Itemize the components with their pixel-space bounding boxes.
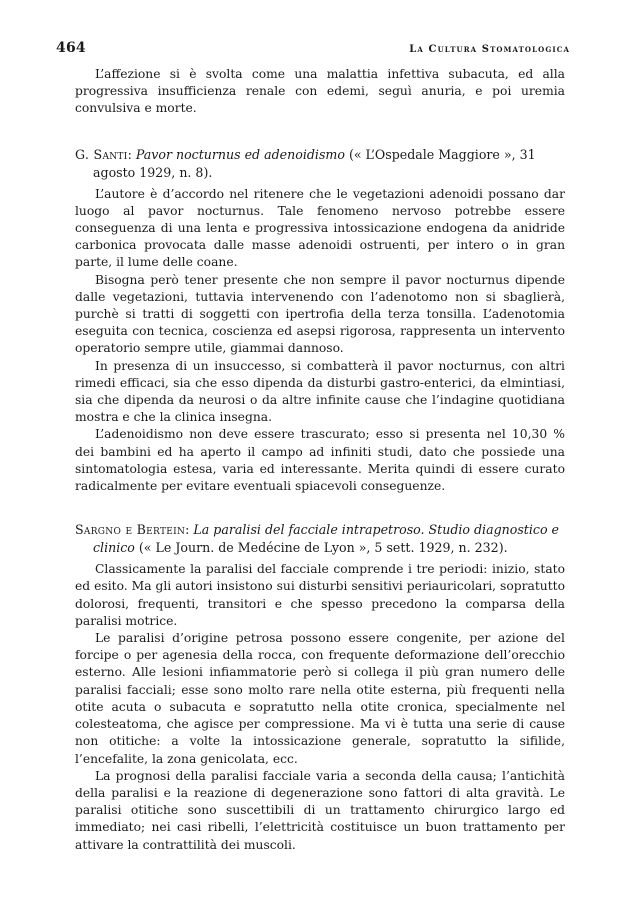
review-separator: : xyxy=(185,522,194,538)
review-paragraph: Le paralisi d’origine petrosa possono essere congenite, per azione del forcipe o per agenesia della rocca, con frequente deformazione dell’orecchio esterno. Alle lesioni infiammatorie però si collega il più gran numero delle paralisi facciali; esse sono molto rare nella otite esterna, più frequenti nella otite acuta o subacuta e sopratutto nella otite cronica, specialmente nel colesteatoma, che agisce per compressione. Ma vi è tutta una serie di cause non otitiche: a volte la intossicazione generale, sopratutto la sifilide, l’encefalite, la zona genicolata, ecc. xyxy=(75,631,565,766)
running-head: La Cultura Stomatologica xyxy=(409,44,570,55)
review-paragraph: La prognosi della paralisi facciale varia a seconda della causa; l’antichità della paralisi e la reazione di degenerazione sono fattori di alta gravità. Le paralisi otitiche sono suscettibili di un trattamento chirurgico largo ed immediato; nei casi ribelli, l’elettricità costituisce un buon trattamento per attivare la contrattilità dei muscoli. xyxy=(75,768,565,852)
review-heading xyxy=(75,146,565,182)
review-title: Pavor nocturnus ed adenoidismo xyxy=(135,146,345,162)
review-title: La paralisi del facciale intrapetroso. Studio diagnostico e clinico xyxy=(93,522,559,556)
review-paragraph: Classicamente la paralisi del facciale comprende i tre periodi: inizio, stato ed esito. Ma gli autori insistono sui disturbi sensitivi periauricolari, sopratutto dolorosi, frequenti, transitori e che spesso precedono la comparsa della paralisi motrice. xyxy=(75,562,565,628)
review-heading xyxy=(75,521,565,557)
page-header xyxy=(56,40,572,56)
review-paragraph: L’autore è d’accordo nel ritenere che le vegetazioni adenoidi possano dar luogo al pavor nocturnus. Tale fenomeno nervoso potrebbe essere conseguenza di una lenta e progressiva intossicazione endogena da anidride carbonica provocata dalle masse adenoidi ostruenti, per intero o in gran parte, il lume delle coane. xyxy=(75,186,565,270)
review-santi xyxy=(75,146,565,496)
review-author: Sargno e Bertein xyxy=(75,522,186,538)
review-citation: (« L’Ospedale Maggiore », 31 agosto 1929, n. 8). xyxy=(93,146,536,180)
review-paragraph: In presenza di un insuccesso, si combatterà il pavor nocturnus, con altri rimedi efficaci, sia che esso dipenda da disturbi gastro-enterici, da elmintiasi, sia che dipenda da neurosi o da altre infinite cause che l’indagine quotidiana mostra e che la clinica insegna. xyxy=(75,358,565,425)
page-body xyxy=(75,66,565,854)
review-citation: (« Le Journ. de Medécine de Lyon », 5 sett. 1929, n. 232). xyxy=(134,540,508,556)
review-author: G. Santi xyxy=(75,146,128,162)
page-number: 464 xyxy=(56,40,86,56)
review-paragraph: L’adenoidismo non deve essere trascurato; esso si presenta nel 10,30 % dei bambini ed ha aperto il campo ad infiniti studi, dato che possiede una sintomatologia estesa, varia ed interessante. Merita quindi di essere curato radicalmente per evitare eventuali spiacevoli conseguenze. xyxy=(75,427,565,494)
review-sargno-bertein xyxy=(75,521,565,853)
review-paragraph: Bisogna però tener presente che non sempre il pavor nocturnus dipende dalle vegetazioni, tuttavia intervenendo con l’adenotomo non si sbaglierà, purchè si tratti di soggetti con ipertrofia della terza tonsilla. L’adenotomia eseguita con tecnica, coscienza ed asepsi rigorosa, rappresenta un intervento operatorio sempre utile, giammai dannoso. xyxy=(75,272,565,356)
review-separator: : xyxy=(127,146,136,162)
intro-paragraph: L’affezione si è svolta come una malattia infettiva subacuta, ed alla progressiva insufficienza renale con edemi, seguì anuria, e poi uremia convulsiva e morte. xyxy=(75,67,565,116)
